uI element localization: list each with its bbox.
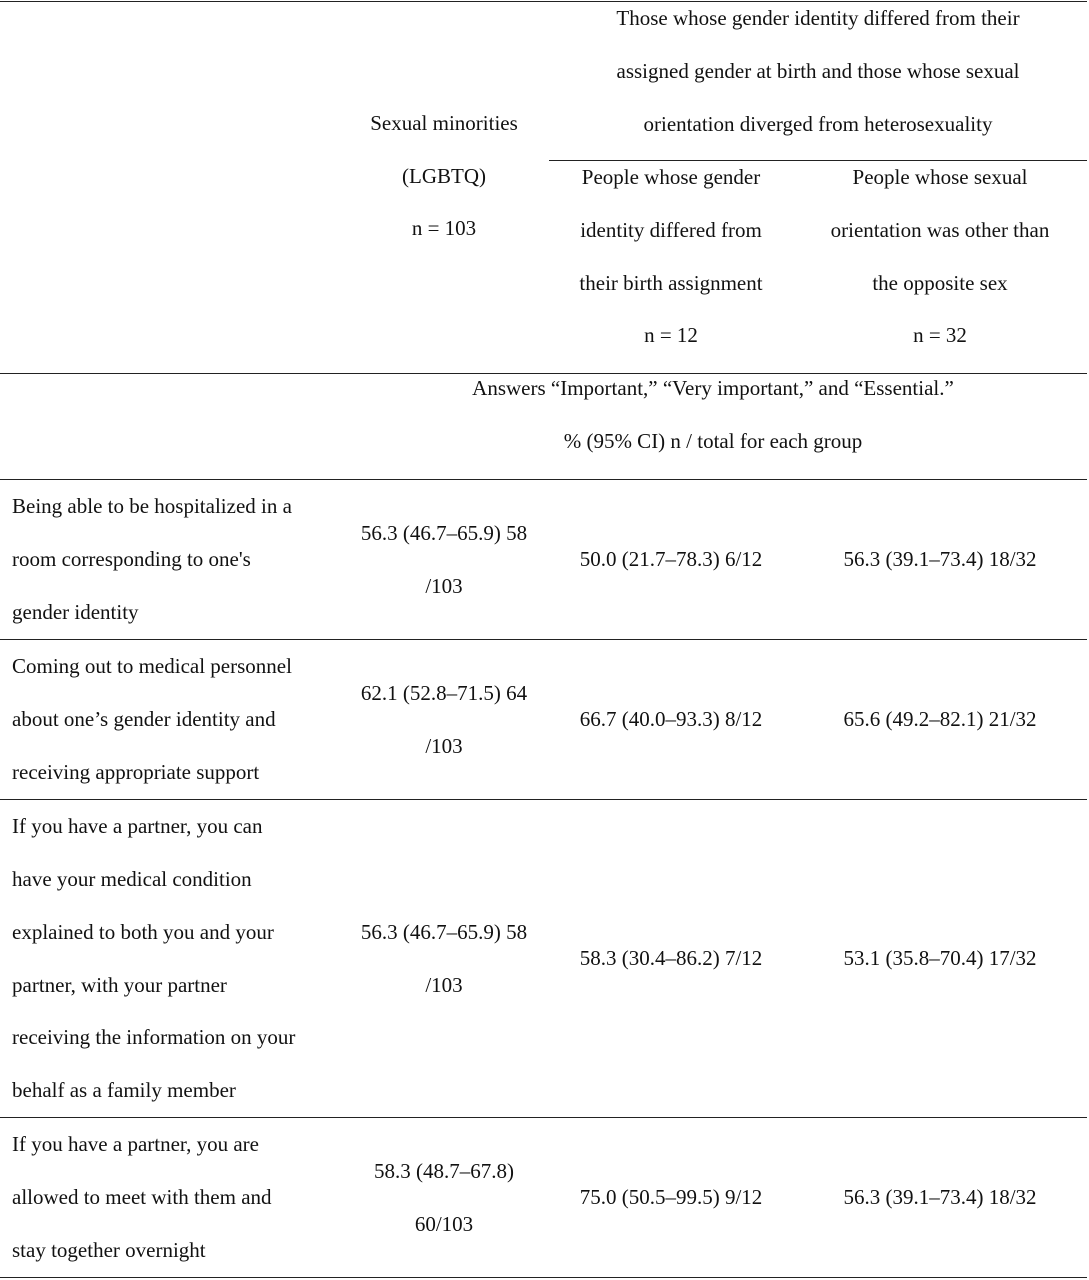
row-label [12,800,339,1117]
row-label-line: If you have a partner, you are [12,1132,259,1157]
value-line: /103 [425,972,463,997]
row-label-line: about one’s gender identity and [12,707,276,732]
row-label [12,640,339,799]
row-value-col1 [339,480,549,639]
col-header-line: n = 12 [644,323,698,348]
answers-line: Answers “Important,” “Very important,” and “Essential.” [472,376,954,401]
row-label [12,480,339,639]
value-line: 56.3 (39.1–73.4) 18/32 [843,1185,1037,1210]
row-value-col2 [549,800,793,1117]
col-header-line: the opposite sex [872,270,1008,295]
row-value-col3 [793,1118,1087,1277]
row-value-col2 [549,1118,793,1277]
value-line: 66.7 (40.0–93.3) 8/12 [579,707,763,732]
col-header-line: n = 103 [411,216,477,241]
answers-subheader [339,362,1087,468]
col-header-line: orientation was other than [830,217,1050,242]
col-header-line: Sexual minorities [370,110,518,135]
units-line: % (95% CI) n / total for each group [563,429,863,453]
row-label-line: receiving appropriate support [12,759,260,784]
col-header-line: People whose gender [581,164,761,189]
value-line: 58.3 (48.7–67.8) [374,1158,514,1183]
value-line: 56.3 (46.7–65.9) 58 [360,919,528,944]
col-header-sexual-orientation [793,150,1087,363]
value-line: 56.3 (39.1–73.4) 18/32 [843,547,1037,572]
table-bottom-rule [0,1277,1087,1278]
value-line: 75.0 (50.5–99.5) 9/12 [579,1185,763,1210]
col-header-line: identity differed from [580,217,762,242]
col-header-line: People whose sexual [852,164,1028,189]
row-value-col1 [339,640,549,799]
group-header-line: assigned gender at birth and those whose sexual [616,59,1020,84]
row-label-line: receiving the information on your [12,1025,296,1050]
group-header-line: orientation diverged from heterosexuality [643,111,993,136]
row-label-line: Coming out to medical personnel [12,654,292,679]
col-header-line: (LGBTQ) [402,163,486,188]
value-line: 62.1 (52.8–71.5) 64 [360,680,528,705]
group-header [549,0,1087,153]
value-line: 60/103 [414,1211,474,1236]
value-line: 65.6 (49.2–82.1) 21/32 [843,707,1037,732]
row-label-line: partner, with your partner [12,972,227,997]
row-label-line: explained to both you and your [12,919,274,944]
col-header-gender-identity [549,150,793,363]
value-line: 56.3 (46.7–65.9) 58 [360,520,528,545]
row-label-line: behalf as a family member [12,1078,236,1103]
value-line: /103 [425,573,463,598]
row-label [12,1118,339,1277]
row-label-line: allowed to meet with them and [12,1185,272,1210]
row-value-col1 [339,1118,549,1277]
row-label-line: If you have a partner, you can [12,814,263,839]
row-label-line: stay together overnight [12,1237,206,1262]
row-value-col3 [793,480,1087,639]
value-line: 50.0 (21.7–78.3) 6/12 [579,547,763,572]
row-value-col3 [793,640,1087,799]
col-header-sexual-minorities [339,96,549,256]
row-label-line: Being able to be hospitalized in a [12,494,292,519]
row-label-line: gender identity [12,599,139,624]
value-line: /103 [425,733,463,758]
col-header-line: n = 32 [913,323,967,348]
row-value-col2 [549,480,793,639]
value-line: 53.1 (35.8–70.4) 17/32 [843,946,1037,971]
row-value-col1 [339,800,549,1117]
value-line: 58.3 (30.4–86.2) 7/12 [579,946,763,971]
col-header-line: their birth assignment [579,270,763,295]
group-header-line: Those whose gender identity differed from their [616,6,1020,31]
row-value-col3 [793,800,1087,1117]
row-value-col2 [549,640,793,799]
row-label-line: have your medical condition [12,866,252,891]
row-label-line: room corresponding to one's [12,547,251,572]
